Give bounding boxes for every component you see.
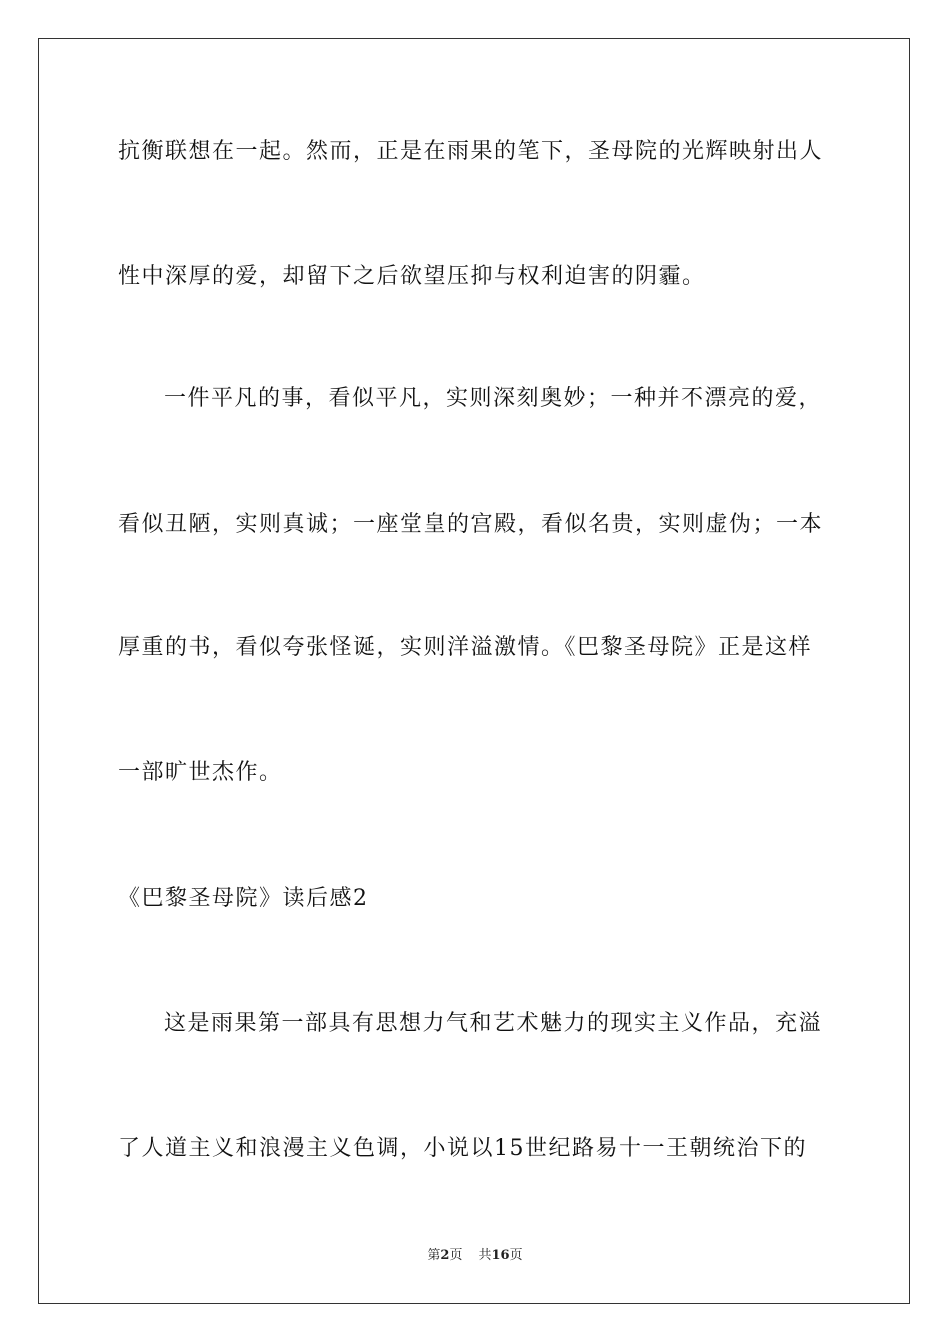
body-text-line: 看似丑陋，实则真诚；一座堂皇的宫殿，看似名贵，实则虚伪；一本: [118, 512, 824, 537]
body-text-line: 一部旷世杰作。: [118, 760, 283, 785]
body-text-line: 性中深厚的爱，却留下之后欲望压抑与权利迫害的阴霾。: [118, 264, 706, 289]
total-label-unit: 页: [509, 1248, 523, 1263]
section-heading: 《巴黎圣母院》读后感2: [118, 886, 369, 911]
page-label-unit: 页: [449, 1248, 463, 1263]
page-frame: [38, 38, 910, 1304]
paragraph-first-line: 一件平凡的事，看似平凡，实则深刻奥妙；一种并不漂亮的爱，: [164, 386, 823, 411]
current-page-number: 2: [440, 1248, 450, 1263]
body-text-line: 厚重的书，看似夸张怪诞，实则洋溢激情。《巴黎圣母院》正是这样: [118, 635, 813, 660]
paragraph-first-line: 这是雨果第一部具有思想力气和艺术魅力的现实主义作品，充溢: [164, 1011, 823, 1036]
page-footer: [0, 1247, 950, 1265]
page-label-prefix: 第: [427, 1248, 441, 1263]
body-text-line: 抗衡联想在一起。然而，正是在雨果的笔下，圣母院的光辉映射出人: [118, 139, 824, 164]
body-text-line: 了人道主义和浪漫主义色调，小说以15世纪路易十一王朝统治下的: [118, 1136, 807, 1161]
total-label-prefix: 共: [478, 1248, 492, 1263]
total-page-count: 16: [491, 1248, 510, 1263]
